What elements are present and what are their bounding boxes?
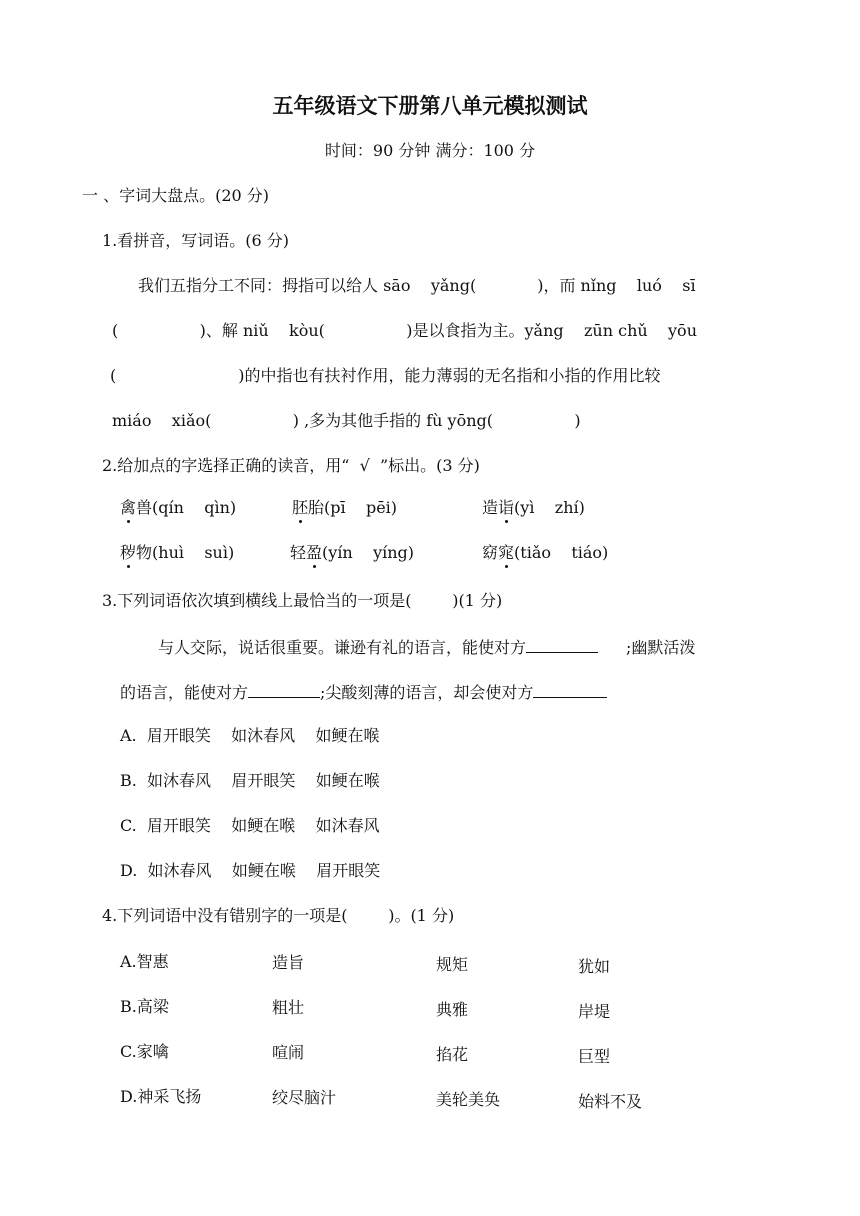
dotted-char: 禽: [120, 498, 137, 517]
q4-option-a-word-2: 造旨: [272, 953, 305, 972]
q4-option-d-word-4: 始料不及: [578, 1092, 643, 1111]
q2-item: [120, 498, 236, 518]
q2-item-text: 胎(pī pēi): [308, 498, 398, 517]
q2-item: [482, 543, 608, 563]
q2-item: [120, 543, 234, 563]
q1-line-1: 我们五指分工不同：拇指可以给人 sāo yǎng( )，而 nǐng luó sī: [138, 276, 696, 295]
q2-heading: 2.给加点的字选择正确的读音，用“ √ ”标出。(3 分): [102, 456, 480, 475]
q2-item: [290, 543, 414, 563]
q2-item-text: (tiǎo tiáo): [514, 543, 609, 562]
q1-line-3: ( )的中指也有扶衬作用，能力薄弱的无名指和小指的作用比较: [110, 366, 661, 385]
q4-option-a-word-1: A.智惠: [120, 952, 169, 971]
q3-option-c: C. 眉开眼笑 如鲠在喉 如沐春风: [120, 816, 380, 835]
exam-info: 时间：90 分钟 满分：100 分: [324, 141, 536, 160]
q4-option-b-word-1: B.高梁: [120, 997, 169, 1016]
page-title: 五年级语文下册第八单元模拟测试: [272, 93, 588, 118]
q4-option-d-word-2: 绞尽脑汁: [272, 1088, 337, 1107]
q2-item-pre: 窈: [482, 543, 499, 562]
q2-item-text: (yì zhí): [514, 498, 585, 517]
answer-blank: [248, 681, 320, 698]
q3-text: 与人交际，说话很重要。谦逊有礼的语言，能使对方: [158, 638, 527, 657]
q2-item-pre: 轻: [290, 543, 307, 562]
q4-option-d-word-1: D.神采飞扬: [120, 1087, 202, 1106]
dotted-char: 窕: [498, 543, 515, 562]
answer-blank: [526, 636, 598, 653]
q3-heading: 3.下列词语依次填到横线上最恰当的一项是( )(1 分): [102, 591, 503, 610]
q4-option-c-word-3: 掐花: [436, 1045, 469, 1064]
q3-option-b: B. 如沐春风 眉开眼笑 如鲠在喉: [120, 771, 380, 790]
q4-option-d-word-3: 美轮美奂: [436, 1090, 501, 1109]
q4-option-b-word-3: 典雅: [436, 1000, 469, 1019]
q4-option-b-word-4: 岸堤: [578, 1002, 611, 1021]
q4-option-a-word-4: 犹如: [578, 957, 611, 976]
q3-text: 的语言，能使对方: [120, 683, 249, 702]
q4-option-a-word-3: 规矩: [436, 955, 469, 974]
q3-text: ;尖酸刻薄的语言，却会使对方: [320, 683, 534, 702]
q2-item: [482, 498, 585, 518]
q4-option-c-word-1: C.家噙: [120, 1042, 169, 1061]
q3-text: ;幽默活泼: [626, 638, 696, 657]
q3-option-a: A. 眉开眼笑 如沐春风 如鲠在喉: [120, 726, 380, 745]
section-1-heading: 一 、字词大盘点。(20 分): [82, 186, 270, 205]
q2-item-text: 物(huì suì): [136, 543, 235, 562]
answer-blank: [533, 681, 607, 698]
q4-heading: 4.下列词语中没有错别字的一项是( )。(1 分): [102, 906, 455, 925]
q4-option-c-word-4: 巨型: [578, 1047, 611, 1066]
q3-passage-line-2: [120, 681, 607, 703]
dotted-char: 诣: [498, 498, 515, 517]
q4-option-c-word-2: 喧闹: [272, 1043, 305, 1062]
dotted-char: 胚: [292, 498, 309, 517]
q3-passage-line-1: [158, 636, 695, 658]
q1-line-4: miáo xiǎo( ) ,多为其他手指的 fù yōng( ): [112, 411, 581, 430]
q3-option-d: D. 如沐春风 如鲠在喉 眉开眼笑: [120, 861, 381, 880]
q2-item-text: 兽(qín qìn): [136, 498, 237, 517]
q2-item: [292, 498, 397, 518]
q1-heading: 1.看拼音，写词语。(6 分): [102, 231, 290, 250]
q2-item-text: (yín yíng): [322, 543, 415, 562]
dotted-char: 盈: [306, 543, 323, 562]
dotted-char: 秽: [120, 543, 137, 562]
q1-line-2: ( )、解 niǔ kòu( )是以食指为主。yǎng zūn chǔ yōu: [112, 321, 697, 340]
q2-item-pre: 造: [482, 498, 499, 517]
q4-option-b-word-2: 粗壮: [272, 998, 305, 1017]
